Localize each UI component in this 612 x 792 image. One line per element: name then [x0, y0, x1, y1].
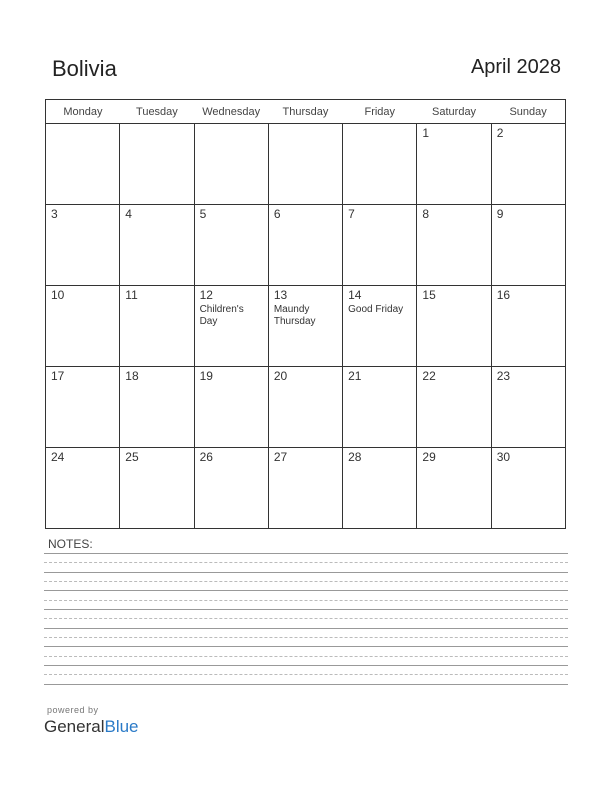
week-row	[46, 448, 566, 529]
day-number: 18	[125, 369, 139, 383]
week-row	[46, 124, 566, 205]
day-number: 13	[273, 288, 288, 302]
weekday-wednesday: Wednesday	[194, 100, 268, 124]
day-number: 30	[496, 450, 511, 464]
day-cell	[268, 124, 342, 205]
day-cell	[343, 367, 417, 448]
day-cell	[491, 205, 565, 286]
day-cell	[491, 286, 565, 367]
day-number: 20	[273, 369, 288, 383]
day-number: 6	[273, 207, 281, 221]
week-row	[46, 286, 566, 367]
notes-line	[44, 600, 568, 601]
day-cell	[491, 124, 565, 205]
holiday-label: Good Friday	[348, 304, 404, 315]
day-number: 9	[496, 207, 504, 221]
notes-line	[44, 646, 568, 647]
day-number: 12	[199, 288, 213, 302]
day-cell	[343, 124, 417, 205]
day-number: 17	[51, 369, 65, 383]
day-cell	[268, 205, 342, 286]
notes-line	[44, 656, 568, 657]
powered-by-text: powered by	[47, 705, 99, 715]
weekday-saturday: Saturday	[417, 100, 491, 124]
day-number: 5	[199, 207, 207, 221]
day-number: 3	[51, 207, 58, 221]
day-cell	[120, 448, 194, 529]
weekday-tuesday: Tuesday	[120, 100, 194, 124]
day-number: 1	[422, 126, 430, 140]
day-cell	[120, 286, 194, 367]
notes-line	[44, 674, 568, 675]
notes-line	[44, 581, 568, 582]
notes-label: NOTES:	[48, 537, 93, 551]
day-number: 23	[496, 369, 511, 383]
day-cell	[268, 448, 342, 529]
notes-line	[44, 618, 568, 619]
day-cell	[417, 286, 491, 367]
day-number: 26	[199, 450, 213, 464]
notes-line	[44, 590, 568, 591]
day-number: 4	[125, 207, 132, 221]
day-cell	[120, 367, 194, 448]
week-row	[46, 367, 566, 448]
day-cell	[343, 205, 417, 286]
day-number: 10	[51, 288, 65, 302]
day-cell	[268, 286, 342, 367]
day-cell	[491, 367, 565, 448]
week-row	[46, 205, 566, 286]
day-cell	[46, 367, 120, 448]
notes-line	[44, 609, 568, 610]
day-cell	[417, 448, 491, 529]
notes-line	[44, 628, 568, 629]
day-cell	[417, 124, 491, 205]
country-title: Bolivia	[52, 56, 117, 81]
notes-line	[44, 684, 568, 685]
notes-line	[44, 637, 568, 638]
day-cell	[194, 205, 268, 286]
day-cell	[46, 286, 120, 367]
weekday-sunday: Sunday	[491, 100, 565, 124]
day-cell	[343, 286, 417, 367]
day-cell	[194, 448, 268, 529]
day-number: 15	[422, 288, 436, 302]
notes-line	[44, 572, 568, 573]
day-number: 16	[496, 288, 511, 302]
notes-line	[44, 562, 568, 563]
day-number: 19	[199, 369, 213, 383]
day-number: 24	[51, 450, 65, 464]
day-cell	[417, 367, 491, 448]
weekday-friday: Friday	[343, 100, 417, 124]
day-number: 11	[125, 288, 138, 302]
day-cell	[46, 448, 120, 529]
day-number: 14	[348, 288, 362, 302]
notes-line	[44, 553, 568, 554]
day-cell	[120, 124, 194, 205]
day-number: 27	[273, 450, 288, 464]
day-cell	[194, 124, 268, 205]
day-number: 29	[422, 450, 436, 464]
weekday-header-row	[46, 100, 566, 124]
day-number: 8	[422, 207, 430, 221]
calendar-grid	[45, 99, 566, 529]
calendar-body	[46, 124, 566, 529]
day-cell	[46, 205, 120, 286]
weekday-thursday: Thursday	[268, 100, 342, 124]
day-number: 28	[348, 450, 362, 464]
holiday-label: Children's Day	[199, 304, 244, 327]
day-number: 21	[348, 369, 362, 383]
brand-general: General	[44, 717, 105, 736]
brand-blue: Blue	[104, 717, 139, 736]
month-title: April 2028	[470, 56, 561, 78]
day-number: 2	[496, 126, 504, 140]
day-cell	[194, 286, 268, 367]
day-cell	[194, 367, 268, 448]
day-cell	[491, 448, 565, 529]
brand-logo	[44, 717, 139, 737]
notes-line	[44, 665, 568, 666]
day-number: 22	[422, 369, 436, 383]
holiday-label: Maundy Thursday	[273, 304, 316, 327]
day-cell	[46, 124, 120, 205]
day-number: 7	[348, 207, 355, 221]
day-cell	[417, 205, 491, 286]
weekday-monday: Monday	[46, 100, 120, 124]
day-cell	[268, 367, 342, 448]
day-cell	[120, 205, 194, 286]
day-cell	[343, 448, 417, 529]
day-number: 25	[125, 450, 139, 464]
